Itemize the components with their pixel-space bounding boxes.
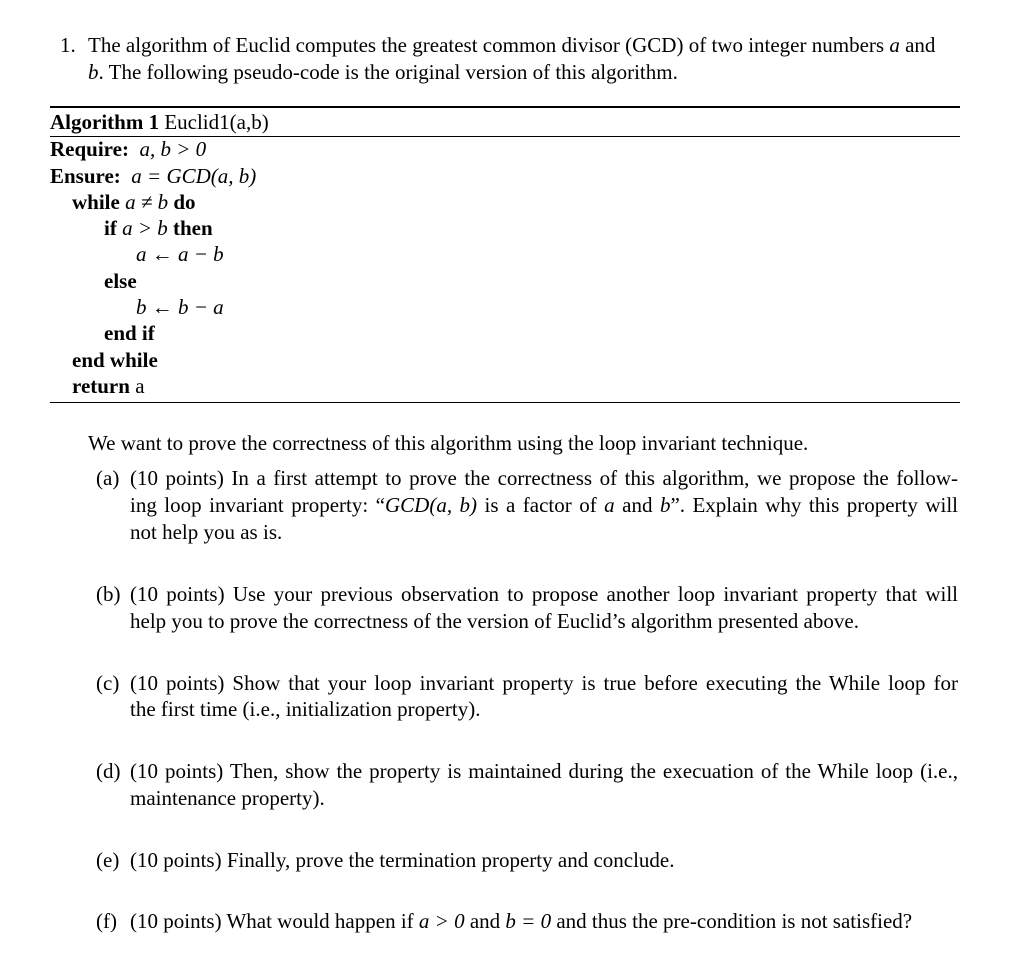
algorithm-while-line: while a ≠ b do xyxy=(72,190,196,214)
part-a-line-3: not help you as is. xyxy=(130,520,283,544)
part-e-label: (e) xyxy=(96,848,120,872)
part-f-line-1: (10 points) What would happen if a > 0 and b = 0 and thus the pre-condition is not satisfied? xyxy=(130,909,913,933)
part-e-line-1: (10 points) Finally, prove the termination property and conclude. xyxy=(130,848,675,872)
algorithm-require: Require: a, b > 0 xyxy=(50,137,207,161)
algorithm-bottom-rule xyxy=(50,402,960,403)
part-b-label: (b) xyxy=(96,582,121,606)
algorithm-else-line: else xyxy=(104,269,137,293)
algorithm-endwhile-line: end while xyxy=(72,348,158,372)
algorithm-assign-a: a ← a − b xyxy=(136,242,224,266)
part-a-line-2: ing loop invariant property: “GCD(a, b) is a factor of a and b”. Explain why this property will xyxy=(130,493,958,517)
part-b-line-2: help you to prove the correctness of the version of Euclid’s algorithm presented above. xyxy=(130,609,859,633)
intro-text: We want to prove the correctness of this algorithm using the loop invariant technique. xyxy=(88,431,809,455)
part-f-label: (f) xyxy=(96,909,117,933)
part-c-line-1: (10 points) Show that your loop invariant property is true before executing the While loop for xyxy=(130,671,959,695)
algorithm-return-line: return a xyxy=(72,374,145,398)
question-line-2: b. The following pseudo-code is the original version of this algorithm. xyxy=(88,60,678,84)
part-d-label: (d) xyxy=(96,759,121,783)
algorithm-endif-line: end if xyxy=(104,321,155,345)
part-c-label: (c) xyxy=(96,671,120,695)
part-d-line-1: (10 points) Then, show the property is maintained during the execuation of the While loop (i.e., xyxy=(130,759,959,783)
question-number: 1. xyxy=(60,33,76,57)
algorithm-ensure: Ensure: a = GCD(a, b) xyxy=(50,164,257,188)
algorithm-caption: Algorithm 1 Euclid1(a,b) xyxy=(50,110,269,134)
part-d-line-2: maintenance property). xyxy=(130,786,325,810)
part-a-label: (a) xyxy=(96,466,120,490)
algorithm-assign-b: b ← b − a xyxy=(136,295,224,319)
part-a-line-1: (10 points) In a first attempt to prove the correctness of this algorithm, we propose the follow- xyxy=(130,466,959,490)
algorithm-if-line: if a > b then xyxy=(104,216,213,240)
part-c-line-2: the first time (i.e., initialization property). xyxy=(130,697,481,721)
part-b-line-1: (10 points) Use your previous observation to propose another loop invariant property that will xyxy=(130,582,959,606)
algorithm-top-rule xyxy=(50,106,960,108)
question-line-1: The algorithm of Euclid computes the greatest common divisor (GCD) of two integer numbers a and xyxy=(88,33,936,57)
